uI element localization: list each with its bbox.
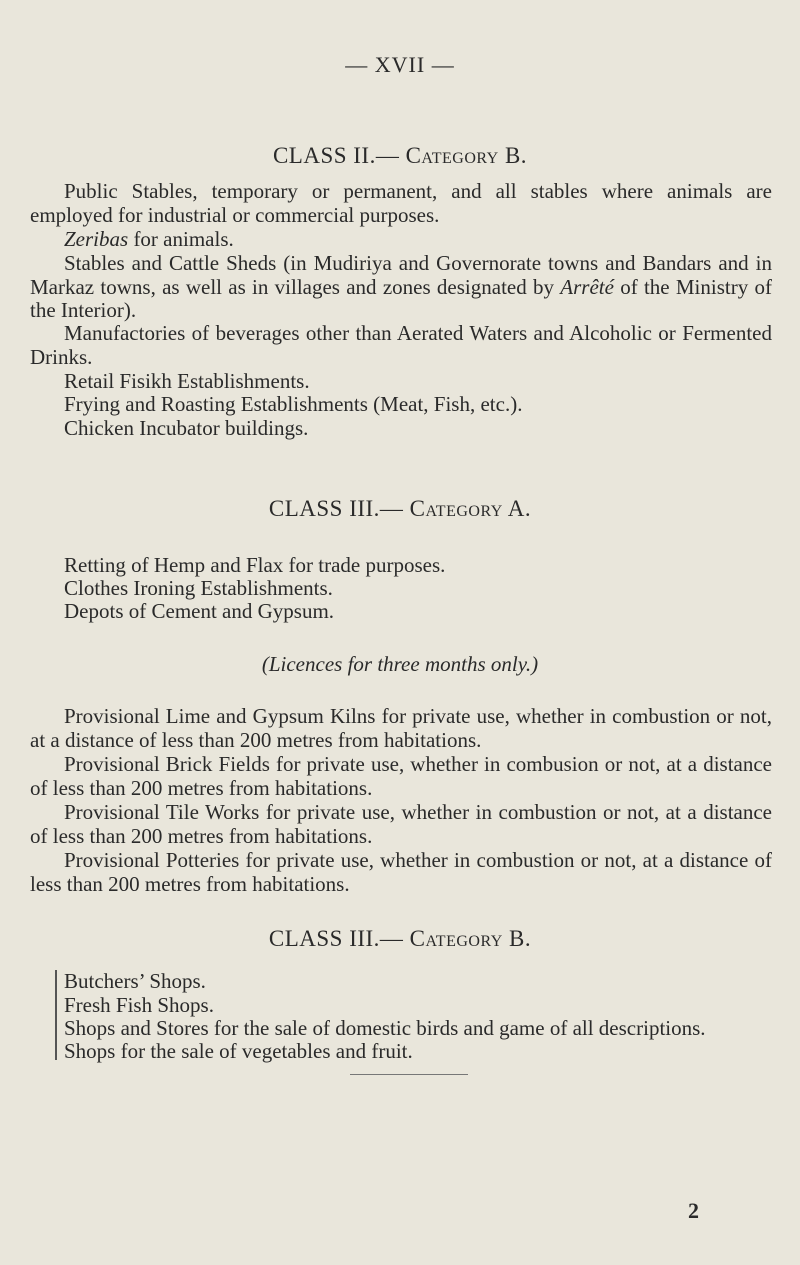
heading-class: CLASS III.— xyxy=(268,496,404,521)
paragraph: Provisional Lime and Gypsum Kilns for private use, whether in combustion or not, at a distance of less than 200 metres from habitations. xyxy=(30,704,772,752)
section-heading-class-3-a xyxy=(0,496,800,522)
list-item: Retting of Hemp and Flax for trade purposes. xyxy=(64,553,446,577)
italic-term: Arrêté xyxy=(560,274,614,299)
section-heading-class-3-b xyxy=(0,926,800,952)
divider-rule xyxy=(350,1074,468,1075)
list-item: Depots of Cement and Gypsum. xyxy=(64,599,335,623)
heading-class: CLASS II.— xyxy=(272,143,400,168)
list-item: Frying and Roasting Establishments (Meat, Fish, etc.). xyxy=(64,392,523,416)
paragraph: Manufactories of beverages other than Aerated Waters and Alcoholic or Fermented Drinks. xyxy=(30,321,772,369)
list-item: Chicken Incubator buildings. xyxy=(64,416,309,440)
folio-number: 2 xyxy=(688,1198,699,1223)
margin-bracket xyxy=(55,970,57,1060)
list-item: Butchers’ Shops. xyxy=(64,969,206,993)
list-item: Shops and Stores for the sale of domestic birds and game of all descriptions. xyxy=(64,1016,706,1040)
paragraph: Provisional Tile Works for private use, whether in combustion or not, at a distance of less than 200 metres from habitations. xyxy=(30,800,772,848)
list-item: Shops for the sale of vegetables and fruit. xyxy=(64,1039,413,1063)
italic-term: Zeribas xyxy=(64,227,129,251)
paragraph: Provisional Potteries for private use, whether in combustion or not, at a distance of less than 200 metres from habitations. xyxy=(30,848,772,896)
heading-category: Category B. xyxy=(409,926,532,951)
heading-class: CLASS III.— xyxy=(268,926,404,951)
list-item: Clothes Ironing Establishments. xyxy=(64,576,333,600)
list-item xyxy=(64,228,764,251)
section-heading-class-2-b xyxy=(0,143,800,169)
heading-category: Category B. xyxy=(405,143,528,168)
licence-note: (Licences for three months only.) xyxy=(261,652,539,676)
list-item-text: Zeribas for animals. xyxy=(64,227,234,251)
paragraph: Stables and Cattle Sheds (in Mudiriya and Governorate towns and Bandars and in Markaz towns, as well as in villages and zones designated by Arrêté of the Ministry of the Interior). xyxy=(30,251,772,322)
paragraph: Public Stables, temporary or permanent, and all stables where animals are employed for industrial or commercial purposes. xyxy=(30,179,772,227)
heading-category: Category A. xyxy=(409,496,532,521)
page-number: — XVII — xyxy=(345,52,455,77)
paragraph: Provisional Brick Fields for private use, whether in combusion or not, at a distance of less than 200 metres from habitations. xyxy=(30,752,772,800)
list-item: Retail Fisikh Establishments. xyxy=(64,369,310,393)
list-item: Fresh Fish Shops. xyxy=(64,993,214,1017)
